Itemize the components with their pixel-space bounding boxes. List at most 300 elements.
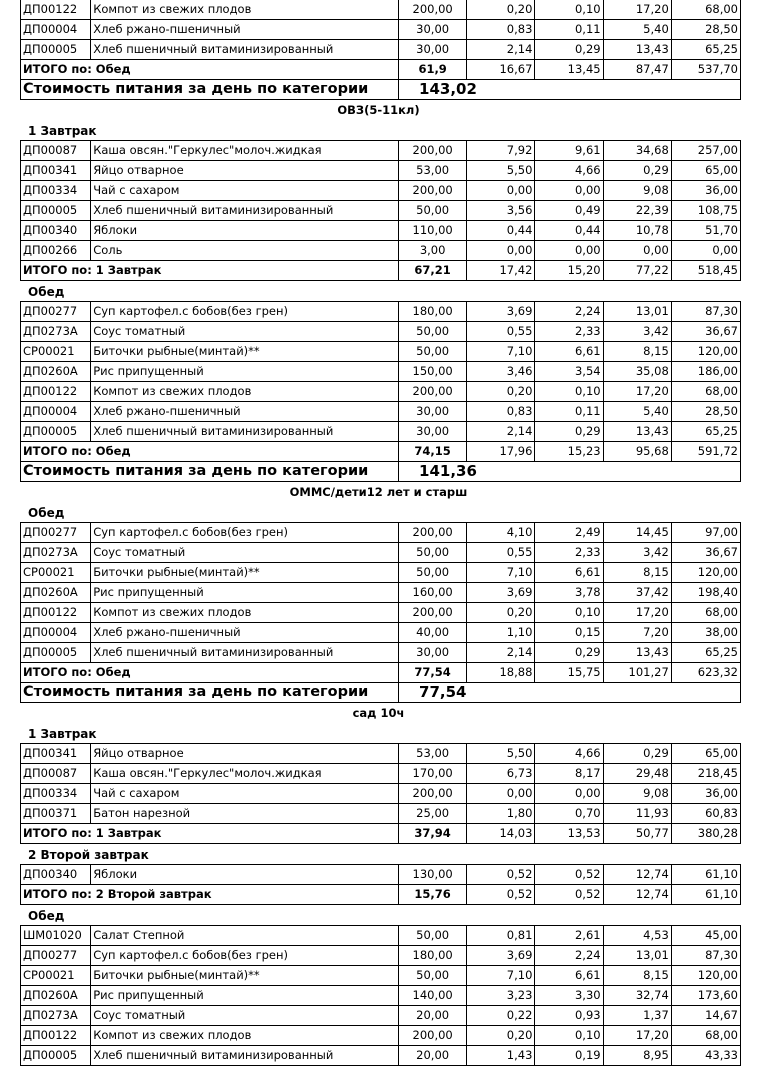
carbs: 13,43 (603, 40, 671, 60)
carbs: 11,93 (603, 804, 671, 824)
dish-name: Рис припущенный (91, 583, 399, 603)
dish-name: Компот из свежих плодов (91, 1026, 399, 1046)
dish-name: Хлеб пшеничный витаминизированный (91, 422, 399, 442)
calories: 218,45 (671, 764, 740, 784)
portion-weight: 200,00 (399, 523, 467, 543)
table-row (21, 523, 741, 543)
calories: 61,10 (671, 865, 740, 885)
calories: 65,00 (671, 161, 740, 181)
carbs: 3,42 (603, 543, 671, 563)
dish-name: Компот из свежих плодов (91, 0, 399, 20)
table-row (21, 784, 741, 804)
dish-name: Хлеб пшеничный витаминизированный (91, 643, 399, 663)
carbs: 37,42 (603, 583, 671, 603)
dish-code: ДП00340 (21, 865, 91, 885)
dish-code: ДП00005 (21, 643, 91, 663)
calories: 68,00 (671, 1026, 740, 1046)
dish-code: ДП00087 (21, 764, 91, 784)
table-row (21, 1026, 741, 1046)
table-row (21, 926, 741, 946)
carbs: 7,20 (603, 623, 671, 643)
total-proteins: 0,52 (467, 885, 535, 905)
fats: 0,10 (535, 382, 603, 402)
proteins: 2,14 (467, 422, 535, 442)
total-row (21, 261, 741, 281)
portion-weight: 30,00 (399, 402, 467, 422)
dish-name: Суп картофел.с бобов(без грен) (91, 523, 399, 543)
meal-table (20, 140, 741, 281)
proteins: 0,00 (467, 241, 535, 261)
dish-name: Суп картофел.с бобов(без грен) (91, 302, 399, 322)
table-row (21, 241, 741, 261)
calories: 120,00 (671, 966, 740, 986)
fats: 0,29 (535, 643, 603, 663)
total-calories: 591,72 (671, 442, 740, 462)
dish-code: ДП00266 (21, 241, 91, 261)
proteins: 0,20 (467, 1026, 535, 1046)
fats: 0,93 (535, 1006, 603, 1026)
portion-weight: 20,00 (399, 1046, 467, 1066)
proteins: 7,10 (467, 342, 535, 362)
dish-name: Хлеб ржано-пшеничный (91, 20, 399, 40)
carbs: 13,43 (603, 422, 671, 442)
fats: 0,00 (535, 241, 603, 261)
calories: 36,00 (671, 181, 740, 201)
dish-code: ДП00334 (21, 181, 91, 201)
proteins: 7,10 (467, 563, 535, 583)
table-row (21, 986, 741, 1006)
dish-code: ДП00340 (21, 221, 91, 241)
proteins: 5,50 (467, 744, 535, 764)
portion-weight: 110,00 (399, 221, 467, 241)
carbs: 13,01 (603, 946, 671, 966)
daily-cost-label: Стоимость питания за день по категории (21, 683, 399, 703)
total-row (21, 885, 741, 905)
dish-code: ДП00005 (21, 1046, 91, 1066)
carbs: 8,15 (603, 563, 671, 583)
table-row (21, 804, 741, 824)
fats: 3,30 (535, 986, 603, 1006)
dish-name: Соус томатный (91, 1006, 399, 1026)
dish-code: ДП00277 (21, 302, 91, 322)
fats: 3,78 (535, 583, 603, 603)
dish-name: Биточки рыбные(минтай)** (91, 966, 399, 986)
dish-name: Компот из свежих плодов (91, 603, 399, 623)
dish-code: ДП00371 (21, 804, 91, 824)
carbs: 22,39 (603, 201, 671, 221)
table-row (21, 161, 741, 181)
carbs: 14,45 (603, 523, 671, 543)
proteins: 0,55 (467, 543, 535, 563)
total-fats: 15,75 (535, 663, 603, 683)
fats: 0,29 (535, 40, 603, 60)
portion-weight: 180,00 (399, 302, 467, 322)
fats: 0,10 (535, 0, 603, 20)
dish-code: ДП00334 (21, 784, 91, 804)
meal-title: Обед (28, 506, 65, 520)
portion-weight: 130,00 (399, 865, 467, 885)
total-proteins: 14,03 (467, 824, 535, 844)
proteins: 3,46 (467, 362, 535, 382)
proteins: 0,83 (467, 402, 535, 422)
calories: 65,25 (671, 643, 740, 663)
calories: 68,00 (671, 382, 740, 402)
dish-name: Хлеб ржано-пшеничный (91, 623, 399, 643)
calories: 36,67 (671, 543, 740, 563)
dish-code: ДП00004 (21, 623, 91, 643)
table-row (21, 181, 741, 201)
total-label: ИТОГО по: Обед (21, 663, 399, 683)
portion-weight: 50,00 (399, 201, 467, 221)
carbs: 0,00 (603, 241, 671, 261)
calories: 68,00 (671, 603, 740, 623)
dish-name: Рис припущенный (91, 362, 399, 382)
fats: 0,44 (535, 221, 603, 241)
proteins: 3,69 (467, 946, 535, 966)
fats: 2,24 (535, 302, 603, 322)
calories: 108,75 (671, 201, 740, 221)
meal-title: 2 Второй завтрак (28, 848, 149, 862)
total-label: ИТОГО по: Обед (21, 60, 399, 80)
portion-weight: 20,00 (399, 1006, 467, 1026)
table-row (21, 40, 741, 60)
calories: 65,25 (671, 422, 740, 442)
dish-code: ДП00087 (21, 141, 91, 161)
table-row (21, 643, 741, 663)
dish-code: ШМ01020 (21, 926, 91, 946)
total-proteins: 16,67 (467, 60, 535, 80)
calories: 38,00 (671, 623, 740, 643)
proteins: 1,80 (467, 804, 535, 824)
total-row (21, 824, 741, 844)
proteins: 1,43 (467, 1046, 535, 1066)
calories: 173,60 (671, 986, 740, 1006)
calories: 65,00 (671, 744, 740, 764)
daily-cost-row (21, 462, 741, 482)
portion-weight: 50,00 (399, 322, 467, 342)
dish-code: ДП0260А (21, 986, 91, 1006)
dish-name: Хлеб пшеничный витаминизированный (91, 201, 399, 221)
carbs: 35,08 (603, 362, 671, 382)
table-row (21, 20, 741, 40)
calories: 28,50 (671, 402, 740, 422)
total-cost: 77,54 (399, 663, 467, 683)
fats: 2,49 (535, 523, 603, 543)
portion-weight: 30,00 (399, 422, 467, 442)
carbs: 0,29 (603, 161, 671, 181)
meal-title: Обед (28, 909, 65, 923)
proteins: 0,22 (467, 1006, 535, 1026)
daily-cost-value: 77,54 (399, 683, 741, 703)
proteins: 0,55 (467, 322, 535, 342)
total-calories: 518,45 (671, 261, 740, 281)
fats: 6,61 (535, 342, 603, 362)
carbs: 3,42 (603, 322, 671, 342)
portion-weight: 200,00 (399, 382, 467, 402)
calories: 65,25 (671, 40, 740, 60)
dish-code: ДП00122 (21, 0, 91, 20)
dish-code: ДП0273А (21, 543, 91, 563)
dish-code: ДП00277 (21, 946, 91, 966)
fats: 3,54 (535, 362, 603, 382)
fats: 0,19 (535, 1046, 603, 1066)
total-label: ИТОГО по: 1 Завтрак (21, 824, 399, 844)
portion-weight: 50,00 (399, 342, 467, 362)
fats: 0,70 (535, 804, 603, 824)
meal-table (20, 743, 741, 844)
proteins: 3,23 (467, 986, 535, 1006)
carbs: 10,78 (603, 221, 671, 241)
carbs: 17,20 (603, 0, 671, 20)
table-row (21, 402, 741, 422)
portion-weight: 140,00 (399, 986, 467, 1006)
calories: 28,50 (671, 20, 740, 40)
calories: 257,00 (671, 141, 740, 161)
category-title: ОММС/дети12 лет и старш (289, 485, 468, 499)
meal-table (20, 925, 741, 1066)
table-row (21, 583, 741, 603)
total-carbs: 77,22 (603, 261, 671, 281)
proteins: 3,69 (467, 583, 535, 603)
daily-cost-label: Стоимость питания за день по категории (21, 80, 399, 100)
portion-weight: 25,00 (399, 804, 467, 824)
dish-name: Яблоки (91, 865, 399, 885)
dish-code: ДП00341 (21, 161, 91, 181)
total-fats: 13,45 (535, 60, 603, 80)
fats: 6,61 (535, 563, 603, 583)
fats: 0,15 (535, 623, 603, 643)
total-carbs: 50,77 (603, 824, 671, 844)
total-cost: 15,76 (399, 885, 467, 905)
dish-code: ДП00004 (21, 402, 91, 422)
portion-weight: 50,00 (399, 543, 467, 563)
dish-name: Яйцо отварное (91, 161, 399, 181)
dish-name: Хлеб ржано-пшеничный (91, 402, 399, 422)
fats: 0,10 (535, 1026, 603, 1046)
fats: 2,33 (535, 543, 603, 563)
portion-weight: 50,00 (399, 966, 467, 986)
fats: 0,11 (535, 402, 603, 422)
calories: 60,83 (671, 804, 740, 824)
dish-code: ДП0260А (21, 583, 91, 603)
total-label: ИТОГО по: 2 Второй завтрак (21, 885, 399, 905)
total-fats: 15,20 (535, 261, 603, 281)
fats: 2,61 (535, 926, 603, 946)
dish-name: Компот из свежих плодов (91, 382, 399, 402)
portion-weight: 53,00 (399, 744, 467, 764)
table-row (21, 342, 741, 362)
carbs: 12,74 (603, 865, 671, 885)
dish-code: ДП00122 (21, 1026, 91, 1046)
fats: 0,11 (535, 20, 603, 40)
table-row (21, 322, 741, 342)
fats: 4,66 (535, 744, 603, 764)
calories: 68,00 (671, 0, 740, 20)
meal-title: 1 Завтрак (28, 124, 97, 138)
portion-weight: 150,00 (399, 362, 467, 382)
calories: 87,30 (671, 946, 740, 966)
portion-weight: 50,00 (399, 563, 467, 583)
portion-weight: 200,00 (399, 0, 467, 20)
portion-weight: 30,00 (399, 40, 467, 60)
table-row (21, 141, 741, 161)
proteins: 6,73 (467, 764, 535, 784)
carbs: 13,01 (603, 302, 671, 322)
calories: 14,67 (671, 1006, 740, 1026)
table-row (21, 543, 741, 563)
total-row (21, 442, 741, 462)
fats: 0,29 (535, 422, 603, 442)
fats: 6,61 (535, 966, 603, 986)
carbs: 17,20 (603, 1026, 671, 1046)
carbs: 32,74 (603, 986, 671, 1006)
table-row (21, 1006, 741, 1026)
table-row (21, 764, 741, 784)
proteins: 0,20 (467, 603, 535, 623)
portion-weight: 50,00 (399, 926, 467, 946)
total-calories: 537,70 (671, 60, 740, 80)
table-row (21, 966, 741, 986)
fats: 8,17 (535, 764, 603, 784)
carbs: 8,15 (603, 966, 671, 986)
carbs: 0,29 (603, 744, 671, 764)
dish-name: Батон нарезной (91, 804, 399, 824)
daily-cost-row (21, 683, 741, 703)
carbs: 9,08 (603, 784, 671, 804)
total-fats: 15,23 (535, 442, 603, 462)
proteins: 0,83 (467, 20, 535, 40)
portion-weight: 40,00 (399, 623, 467, 643)
proteins: 0,00 (467, 784, 535, 804)
portion-weight: 170,00 (399, 764, 467, 784)
carbs: 5,40 (603, 402, 671, 422)
dish-code: ДП0260А (21, 362, 91, 382)
dish-name: Хлеб пшеничный витаминизированный (91, 1046, 399, 1066)
dish-name: Чай с сахаром (91, 181, 399, 201)
proteins: 7,92 (467, 141, 535, 161)
meal-table (20, 864, 741, 905)
daily-cost-value: 141,36 (399, 462, 741, 482)
calories: 120,00 (671, 563, 740, 583)
total-carbs: 101,27 (603, 663, 671, 683)
portion-weight: 30,00 (399, 20, 467, 40)
total-carbs: 87,47 (603, 60, 671, 80)
calories: 198,40 (671, 583, 740, 603)
calories: 120,00 (671, 342, 740, 362)
calories: 36,00 (671, 784, 740, 804)
total-proteins: 17,42 (467, 261, 535, 281)
carbs: 13,43 (603, 643, 671, 663)
table-row (21, 362, 741, 382)
category-title: ОВЗ(5-11кл) (337, 103, 420, 117)
portion-weight: 3,00 (399, 241, 467, 261)
proteins: 0,52 (467, 865, 535, 885)
dish-name: Соус томатный (91, 322, 399, 342)
carbs: 8,15 (603, 342, 671, 362)
meal-table (20, 522, 741, 703)
carbs: 17,20 (603, 603, 671, 623)
calories: 97,00 (671, 523, 740, 543)
portion-weight: 30,00 (399, 643, 467, 663)
table-row (21, 946, 741, 966)
dish-code: СР00021 (21, 342, 91, 362)
dish-name: Суп картофел.с бобов(без грен) (91, 946, 399, 966)
carbs: 5,40 (603, 20, 671, 40)
category-title: сад 10ч (352, 706, 405, 720)
total-cost: 37,94 (399, 824, 467, 844)
calories: 43,33 (671, 1046, 740, 1066)
total-cost: 74,15 (399, 442, 467, 462)
dish-code: СР00021 (21, 966, 91, 986)
table-row (21, 563, 741, 583)
total-fats: 0,52 (535, 885, 603, 905)
total-calories: 61,10 (671, 885, 740, 905)
proteins: 3,56 (467, 201, 535, 221)
portion-weight: 200,00 (399, 181, 467, 201)
dish-code: ДП00122 (21, 603, 91, 623)
proteins: 3,69 (467, 302, 535, 322)
fats: 0,10 (535, 603, 603, 623)
table-row (21, 382, 741, 402)
portion-weight: 200,00 (399, 141, 467, 161)
total-cost: 61,9 (399, 60, 467, 80)
dish-code: СР00021 (21, 563, 91, 583)
dish-code: ДП00122 (21, 382, 91, 402)
daily-cost-row (21, 80, 741, 100)
total-fats: 13,53 (535, 824, 603, 844)
table-row (21, 865, 741, 885)
total-label: ИТОГО по: Обед (21, 442, 399, 462)
dish-code: ДП00277 (21, 523, 91, 543)
dish-name: Яйцо отварное (91, 744, 399, 764)
portion-weight: 180,00 (399, 946, 467, 966)
dish-code: ДП00341 (21, 744, 91, 764)
total-cost: 67,21 (399, 261, 467, 281)
dish-code: ДП00004 (21, 20, 91, 40)
table-row (21, 422, 741, 442)
total-row (21, 60, 741, 80)
dish-name: Соус томатный (91, 543, 399, 563)
total-carbs: 12,74 (603, 885, 671, 905)
dish-code: ДП00005 (21, 422, 91, 442)
meal-table (20, 301, 741, 482)
fats: 2,24 (535, 946, 603, 966)
proteins: 4,10 (467, 523, 535, 543)
portion-weight: 160,00 (399, 583, 467, 603)
calories: 186,00 (671, 362, 740, 382)
total-row (21, 663, 741, 683)
proteins: 0,81 (467, 926, 535, 946)
fats: 0,00 (535, 784, 603, 804)
portion-weight: 200,00 (399, 603, 467, 623)
carbs: 9,08 (603, 181, 671, 201)
dish-name: Яблоки (91, 221, 399, 241)
total-calories: 380,28 (671, 824, 740, 844)
calories: 36,67 (671, 322, 740, 342)
table-row (21, 1046, 741, 1066)
proteins: 1,10 (467, 623, 535, 643)
dish-name: Биточки рыбные(минтай)** (91, 342, 399, 362)
dish-name: Чай с сахаром (91, 784, 399, 804)
dish-code: ДП00005 (21, 201, 91, 221)
portion-weight: 53,00 (399, 161, 467, 181)
calories: 0,00 (671, 241, 740, 261)
fats: 9,61 (535, 141, 603, 161)
dish-name: Рис припущенный (91, 986, 399, 1006)
fats: 2,33 (535, 322, 603, 342)
calories: 51,70 (671, 221, 740, 241)
dish-name: Соль (91, 241, 399, 261)
